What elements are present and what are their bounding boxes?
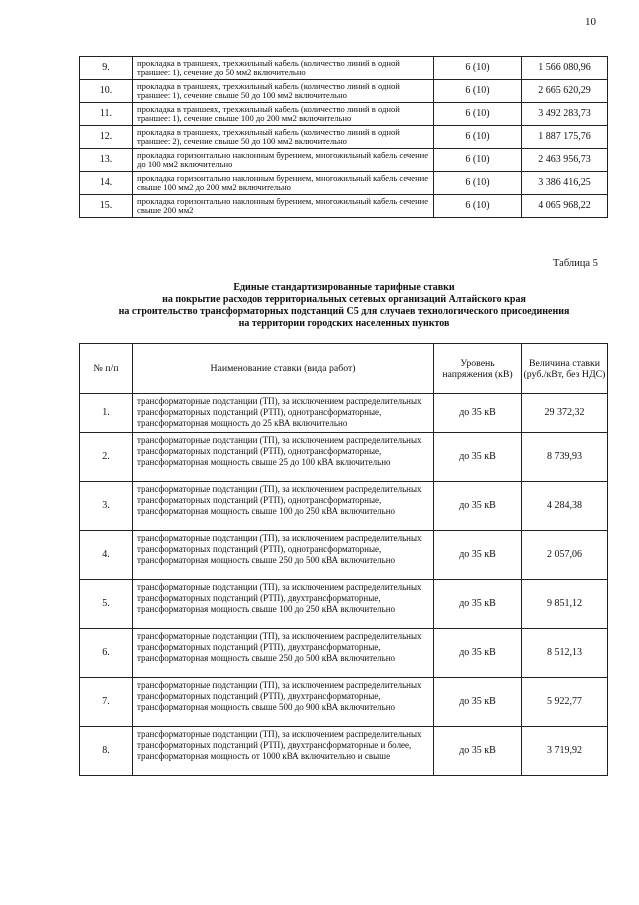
row-voltage: до 35 кВ [434,629,522,678]
table-row [80,678,608,727]
row-voltage: до 35 кВ [434,678,522,727]
header-num: № п/п [80,344,133,394]
title-line: на строительство трансформаторных подстанций С5 для случаев технологического присоединения [118,306,570,317]
cable-rates-table [79,56,608,218]
title-line: Единые стандартизированные тарифные ставки [233,282,455,293]
table-row [80,126,608,149]
row-description: трансформаторные подстанции (ТП), за исключением распределительных трансформаторных подстанций (РТП), однотрансформаторные, трансформаторная мощность свыше 100 до 250 кВА включительно [133,482,434,531]
row-number: 14. [80,172,133,195]
row-number: 2. [80,433,133,482]
row-number: 11. [80,103,133,126]
row-number: 8. [80,727,133,776]
row-number: 7. [80,678,133,727]
table-header-row [80,344,608,394]
row-number: 9. [80,57,133,80]
row-voltage: до 35 кВ [434,394,522,433]
row-value: 2 057,06 [522,531,608,580]
table-row [80,394,608,433]
row-voltage: 6 (10) [434,172,522,195]
row-voltage: до 35 кВ [434,433,522,482]
row-value: 3 386 416,25 [522,172,608,195]
row-value: 1 566 080,96 [522,57,608,80]
row-voltage: 6 (10) [434,149,522,172]
row-value: 2 665 620,29 [522,80,608,103]
row-voltage: 6 (10) [434,103,522,126]
table-row [80,433,608,482]
table-row [80,57,608,80]
table-row [80,195,608,218]
row-voltage: 6 (10) [434,126,522,149]
title-line: на территории городских населенных пунктов [238,318,450,329]
row-voltage: 6 (10) [434,57,522,80]
row-number: 3. [80,482,133,531]
table-row [80,629,608,678]
row-description: прокладка в траншеях, трехжильный кабель (количество линий в одной траншее: 2), сечение свыше 50 до 100 мм2 включительно [133,126,434,149]
table-row [80,103,608,126]
row-value: 5 922,77 [522,678,608,727]
table-row [80,149,608,172]
table-row [80,172,608,195]
header-value: Величина ставки (руб./кВт, без НДС) [522,344,608,394]
row-description: прокладка в траншеях, трехжильный кабель (количество линий в одной траншее: 1), сечение свыше 50 до 100 мм2 включительно [133,80,434,103]
row-description: трансформаторные подстанции (ТП), за исключением распределительных трансформаторных подстанций (РТП), однотрансформаторные, трансформаторная мощность свыше 25 до 100 кВА включительно [133,433,434,482]
table-row [80,482,608,531]
row-voltage: до 35 кВ [434,482,522,531]
row-description: прокладка горизонтально наклонным бурением, многожильный кабель сечение свыше 200 мм2 [133,195,434,218]
row-description: прокладка горизонтально наклонным бурением, многожильный кабель сечение свыше 100 мм2 до 200 мм2 включительно [133,172,434,195]
page-number: 10 [585,16,596,28]
table-row [80,727,608,776]
table-label: Таблица 5 [553,258,598,269]
title-line: на покрытие расходов территориальных сетевых организаций Алтайского края [162,294,526,305]
table-row [80,531,608,580]
row-number: 4. [80,531,133,580]
row-voltage: до 35 кВ [434,727,522,776]
row-description: трансформаторные подстанции (ТП), за исключением распределительных трансформаторных подстанций (РТП), двухтрансформаторные и более, трансформаторная мощность от 1000 кВА включительно и свыше [133,727,434,776]
row-number: 6. [80,629,133,678]
row-value: 9 851,12 [522,580,608,629]
table-title [90,282,598,330]
row-value: 3 492 283,73 [522,103,608,126]
substation-rates-table [79,343,608,776]
row-value: 8 512,13 [522,629,608,678]
row-voltage: 6 (10) [434,195,522,218]
row-description: прокладка в траншеях, трехжильный кабель (количество линий в одной траншее: 1), сечение свыше 100 до 200 мм2 включительно [133,103,434,126]
row-number: 15. [80,195,133,218]
row-number: 13. [80,149,133,172]
row-voltage: до 35 кВ [434,531,522,580]
row-value: 4 065 968,22 [522,195,608,218]
row-number: 1. [80,394,133,433]
row-description: трансформаторные подстанции (ТП), за исключением распределительных трансформаторных подстанций (РТП), двухтрансформаторные, трансформаторная мощность свыше 500 до 900 кВА включительно [133,678,434,727]
row-value: 8 739,93 [522,433,608,482]
row-value: 3 719,92 [522,727,608,776]
row-number: 5. [80,580,133,629]
row-value: 4 284,38 [522,482,608,531]
row-number: 10. [80,80,133,103]
row-voltage: до 35 кВ [434,580,522,629]
row-description: прокладка горизонтально наклонным бурением, многожильный кабель сечение до 100 мм2 включительно [133,149,434,172]
row-description: трансформаторные подстанции (ТП), за исключением распределительных трансформаторных подстанций (РТП), двухтрансформаторные, трансформаторная мощность свыше 250 до 500 кВА включительно [133,629,434,678]
table-row [80,80,608,103]
row-voltage: 6 (10) [434,80,522,103]
row-number: 12. [80,126,133,149]
row-value: 29 372,32 [522,394,608,433]
row-description: трансформаторные подстанции (ТП), за исключением распределительных трансформаторных подстанций (РТП), однотрансформаторные, трансформаторная мощность свыше 250 до 500 кВА включительно [133,531,434,580]
row-description: трансформаторные подстанции (ТП), за исключением распределительных трансформаторных подстанций (РТП), однотрансформаторные, трансформаторная мощность до 25 кВА включительно [133,394,434,433]
row-value: 1 887 175,76 [522,126,608,149]
row-description: трансформаторные подстанции (ТП), за исключением распределительных трансформаторных подстанций (РТП), двухтрансформаторные, трансформаторная мощность свыше 100 до 250 кВА включительно [133,580,434,629]
row-value: 2 463 956,73 [522,149,608,172]
header-name: Наименование ставки (вида работ) [133,344,434,394]
table-row [80,580,608,629]
row-description: прокладка в траншеях, трехжильный кабель (количество линий в одной траншее: 1), сечение до 50 мм2 включительно [133,57,434,80]
header-voltage: Уровень напряжения (кВ) [434,344,522,394]
